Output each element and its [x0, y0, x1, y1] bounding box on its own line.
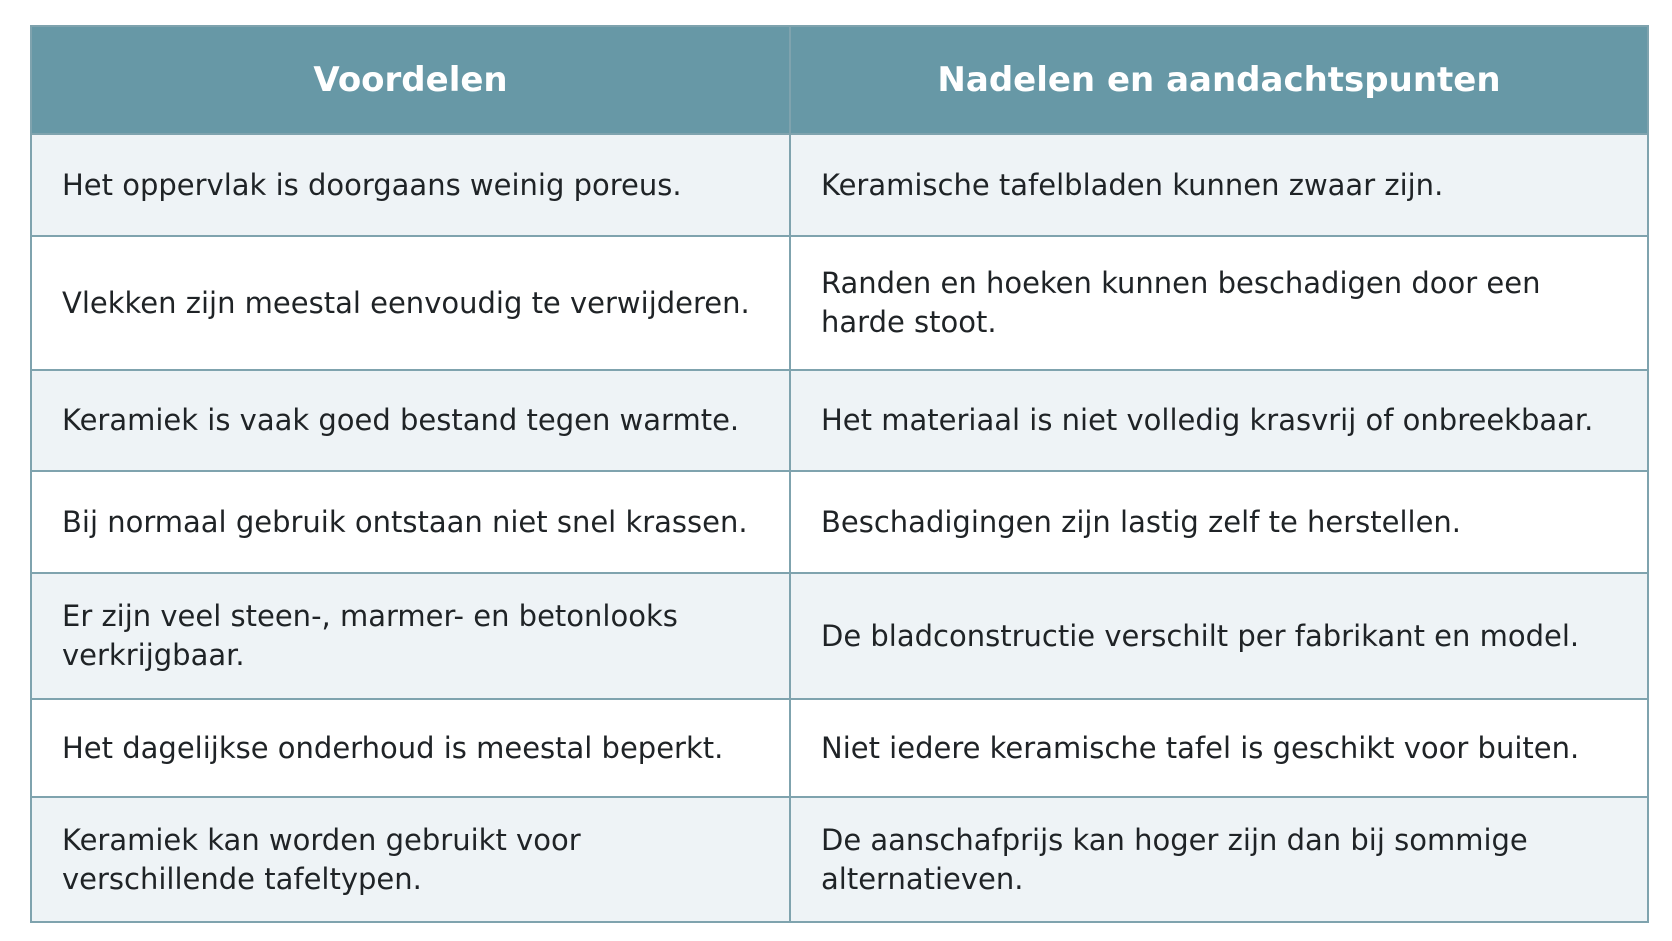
con-cell: Randen en hoeken kunnen beschadigen door een harde stoot.: [790, 236, 1648, 370]
con-cell: De aanschafprijs kan hoger zijn dan bij sommige alternatieven.: [790, 797, 1648, 922]
pros-cons-table: [30, 25, 1649, 923]
con-cell: Beschadigingen zijn lastig zelf te herstellen.: [790, 471, 1648, 573]
con-cell: Niet iedere keramische tafel is geschikt voor buiten.: [790, 699, 1648, 797]
table-header-row: [31, 26, 1648, 134]
pro-cell: Keramiek kan worden gebruikt voor verschillende tafeltypen.: [31, 797, 790, 922]
con-cell: De bladconstructie verschilt per fabrikant en model.: [790, 573, 1648, 699]
pro-cell: Het oppervlak is doorgaans weinig poreus.: [31, 134, 790, 236]
table-row: [31, 134, 1648, 236]
con-cell: Het materiaal is niet volledig krasvrij of onbreekbaar.: [790, 370, 1648, 471]
con-cell: Keramische tafelbladen kunnen zwaar zijn.: [790, 134, 1648, 236]
table-row: [31, 797, 1648, 922]
pro-cell: Het dagelijkse onderhoud is meestal beperkt.: [31, 699, 790, 797]
comparison-table-container: [30, 25, 1647, 923]
pro-cell: Keramiek is vaak goed bestand tegen warmte.: [31, 370, 790, 471]
table-row: [31, 573, 1648, 699]
pro-cell: Bij normaal gebruik ontstaan niet snel krassen.: [31, 471, 790, 573]
table-row: [31, 471, 1648, 573]
pro-cell: Vlekken zijn meestal eenvoudig te verwijderen.: [31, 236, 790, 370]
table-row: [31, 370, 1648, 471]
pro-cell: Er zijn veel steen-, marmer- en betonlooks verkrijgbaar.: [31, 573, 790, 699]
table-row: [31, 699, 1648, 797]
header-cons: Nadelen en aandachtspunten: [790, 26, 1648, 134]
table-row: [31, 236, 1648, 370]
header-pros: Voordelen: [31, 26, 790, 134]
